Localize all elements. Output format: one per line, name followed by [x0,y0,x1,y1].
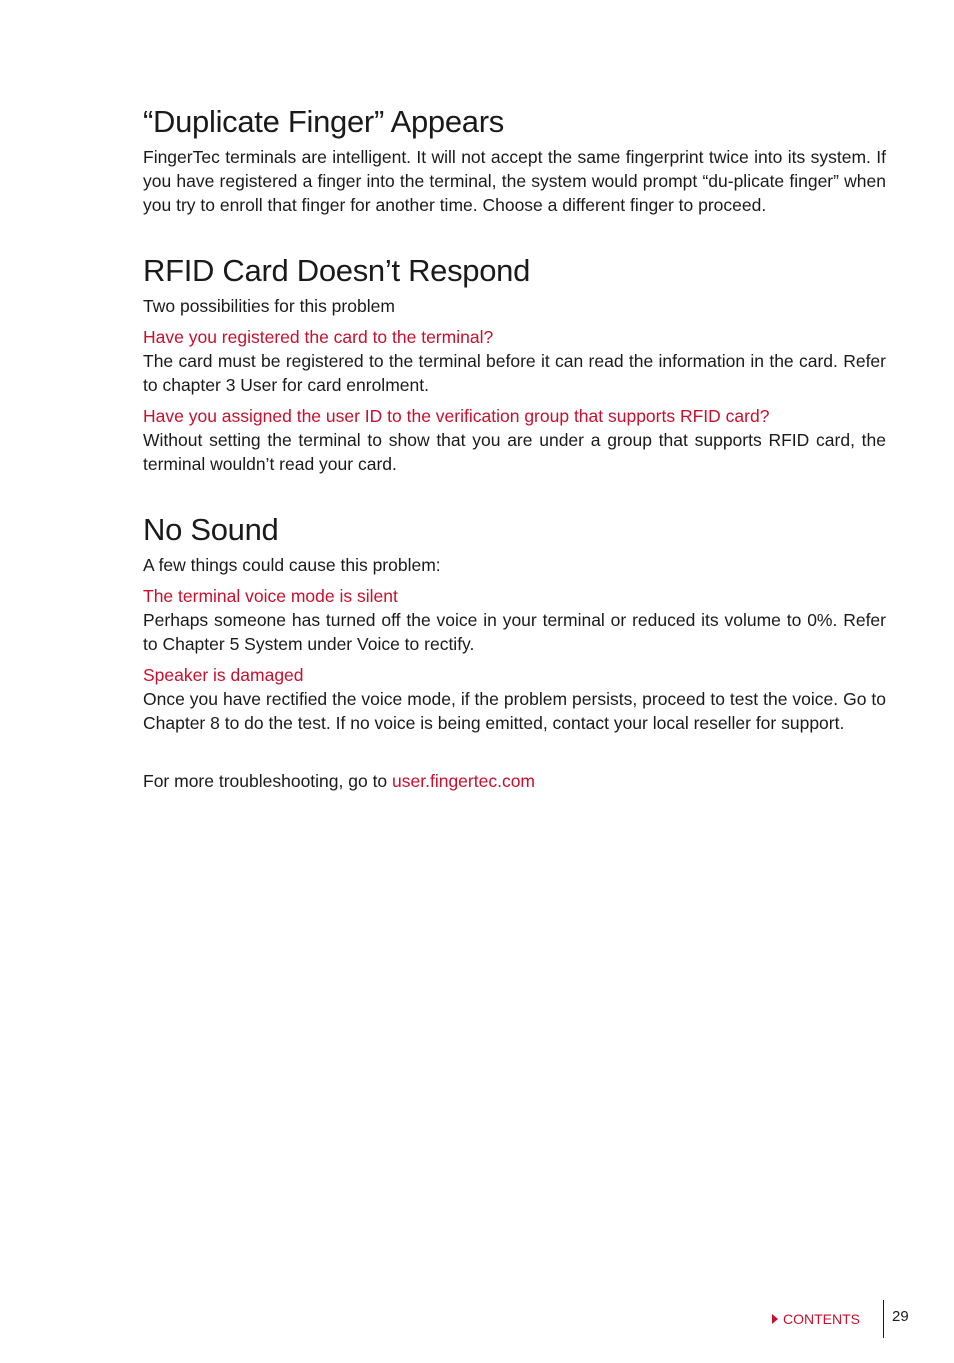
problem-item [143,584,886,656]
contents-label: CONTENTS [783,1311,860,1327]
section-intro: Two possibilities for this problem [143,296,395,316]
section-title: “Duplicate Finger” Appears [143,104,504,139]
problem-heading: Have you registered the card to the terminal? [143,327,494,347]
problem-heading: Speaker is damaged [143,665,304,685]
problem-heading: Have you assigned the user ID to the verification group that supports RFID card? [143,406,770,426]
troubleshooting-prefix: For more troubleshooting, go to [143,771,393,791]
contents-link[interactable] [772,1309,860,1329]
problem-text: Without setting the terminal to show that you are under a group that supports RFID card, the terminal wouldn’t read your card. [143,430,886,474]
page-number: 29 [892,1308,909,1325]
fingertec-link[interactable]: user.fingertec.com [392,771,536,791]
page-content [143,102,886,793]
section-title: RFID Card Doesn’t Respond [143,253,531,288]
section-duplicate-finger [143,102,886,217]
section-rfid-card [143,251,886,476]
section-intro: A few things could cause this problem: [143,555,441,575]
problem-item [143,663,886,735]
problem-text: Once you have rectified the voice mode, if the problem persists, proceed to test the voice. Go to Chapter 8 to do the test. If no voice is being emitted, contact your local reseller for support. [143,689,886,733]
troubleshooting-note [143,769,886,793]
section-body: FingerTec terminals are intelligent. It will not accept the same fingerprint twice into its system. If you have registered a finger into the terminal, the system would prompt “du-plicate finger” when you try to enroll that finger for another time. Choose a different finger to proceed. [143,147,886,215]
problem-text: The card must be registered to the terminal before it can read the information in the card. Refer to chapter 3 User for card enrolment. [143,351,886,395]
problem-heading: The terminal voice mode is silent [143,586,398,606]
footer-divider [883,1300,884,1338]
play-arrow-icon [772,1314,778,1324]
section-no-sound [143,510,886,735]
section-title: No Sound [143,512,279,547]
problem-text: Perhaps someone has turned off the voice in your terminal or reduced its volume to 0%. Refer to Chapter 5 System under Voice to rectify. [143,610,886,654]
problem-item [143,325,886,397]
problem-item [143,404,886,476]
